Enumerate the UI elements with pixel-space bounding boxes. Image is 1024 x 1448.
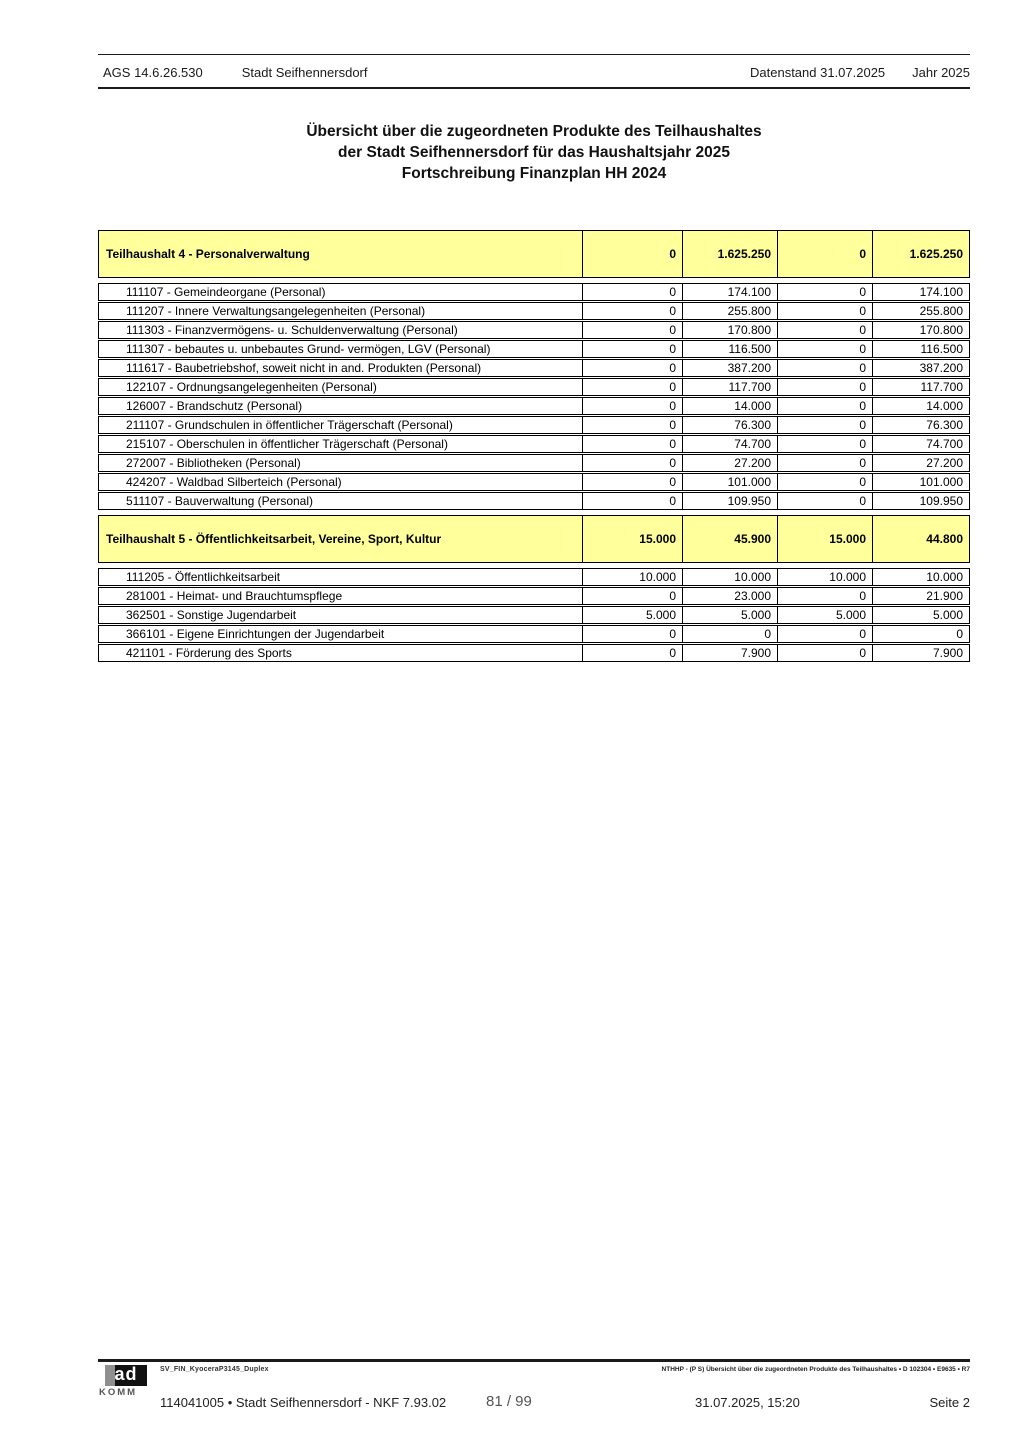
city-name: Stadt Seifhennersdorf (241, 64, 368, 80)
product-label: 424207 - Waldbad Silberteich (Personal) (99, 474, 583, 490)
product-value: 5.000 (683, 607, 778, 623)
table-row (98, 568, 970, 586)
table-row (98, 397, 970, 415)
product-value: 0 (778, 436, 873, 452)
table-row (98, 606, 970, 624)
table-row (98, 454, 970, 472)
product-value: 0 (583, 455, 683, 471)
section-title: Teilhaushalt 4 - Personalverwaltung (99, 231, 583, 277)
ags-code: AGS 14.6.26.530 (103, 64, 203, 80)
product-value: 0 (778, 360, 873, 376)
product-value: 255.800 (919, 304, 963, 318)
product-value: 0 (778, 588, 873, 604)
product-value: 117.700 (683, 379, 778, 395)
table-row (98, 359, 970, 377)
product-value: 170.800 (919, 323, 963, 337)
section-value: 0 (583, 231, 683, 277)
product-value: 0 (956, 627, 963, 641)
table-row (98, 378, 970, 396)
budget-table (98, 230, 970, 667)
product-value: 0 (583, 360, 683, 376)
data-status: Datenstand 31.07.2025 (750, 64, 886, 80)
product-value: 0 (583, 493, 683, 509)
table-row (98, 625, 970, 643)
product-label: 272007 - Bibliotheken (Personal) (99, 455, 583, 471)
product-value: 5.000 (583, 607, 683, 623)
product-value: 0 (683, 626, 778, 642)
year-label: Jahr 2025 (912, 64, 970, 80)
report-reference: NTHHP - (P S) Übersicht über die zugeordneten Produkte des Teilhaushaltes • D 102304 • E9635 • R7 (661, 1366, 970, 1373)
title-line-1: Übersicht über die zugeordneten Produkte des Teilhaushaltes (306, 123, 762, 140)
product-value: 0 (778, 417, 873, 433)
product-value: 0 (583, 436, 683, 452)
product-value: 387.200 (919, 361, 963, 375)
section-value: 44.800 (926, 532, 963, 546)
adkomm-logo-icon: ad (105, 1365, 147, 1386)
section-value: 15.000 (583, 516, 683, 562)
product-label: 122107 - Ordnungsangelegenheiten (Personal) (99, 379, 583, 395)
product-value: 21.900 (926, 589, 963, 603)
product-value: 27.200 (926, 456, 963, 470)
product-value: 10.000 (926, 570, 963, 584)
section-value: 1.625.250 (909, 247, 963, 261)
product-value: 74.700 (926, 437, 963, 451)
product-value: 14.000 (683, 398, 778, 414)
product-value: 0 (583, 341, 683, 357)
table-row (98, 644, 970, 662)
product-value: 116.500 (920, 342, 963, 356)
product-value: 74.700 (683, 436, 778, 452)
table-row (98, 492, 970, 510)
product-label: 111617 - Baubetriebshof, soweit nicht in and. Produkten (Personal) (99, 360, 583, 376)
product-label: 111307 - bebautes u. unbebautes Grund- vermögen, LGV (Personal) (99, 341, 583, 357)
table-row (98, 473, 970, 491)
header-rule-bottom (98, 87, 970, 89)
product-value: 0 (583, 379, 683, 395)
product-value: 27.200 (683, 455, 778, 471)
product-value: 0 (583, 303, 683, 319)
product-value: 10.000 (583, 569, 683, 585)
product-value: 0 (778, 474, 873, 490)
product-value: 76.300 (683, 417, 778, 433)
product-value: 23.000 (683, 588, 778, 604)
product-value: 0 (778, 303, 873, 319)
product-value: 0 (583, 626, 683, 642)
product-label: 362501 - Sonstige Jugendarbeit (99, 607, 583, 623)
product-label: 126007 - Brandschutz (Personal) (99, 398, 583, 414)
product-value: 0 (583, 474, 683, 490)
product-label: 511107 - Bauverwaltung (Personal) (99, 493, 583, 509)
product-value: 0 (583, 645, 683, 661)
product-label: 215107 - Oberschulen in öffentlicher Trägerschaft (Personal) (99, 436, 583, 452)
page-progress: 81 / 99 (486, 1393, 532, 1410)
table-row (98, 435, 970, 453)
product-value: 170.800 (683, 322, 778, 338)
product-label: 366101 - Eigene Einrichtungen der Jugendarbeit (99, 626, 583, 642)
product-label: 111107 - Gemeindeorgane (Personal) (99, 284, 583, 300)
product-value: 174.100 (683, 284, 778, 300)
page-title (98, 121, 970, 184)
product-value: 10.000 (683, 569, 778, 585)
section-title: Teilhaushalt 5 - Öffentlichkeitsarbeit, Vereine, Sport, Kultur (99, 516, 583, 562)
product-value: 0 (778, 455, 873, 471)
page-number: Seite 2 (929, 1395, 970, 1410)
product-value: 0 (583, 322, 683, 338)
product-value: 0 (778, 284, 873, 300)
product-value: 0 (778, 322, 873, 338)
section-value: 0 (778, 231, 873, 277)
product-value: 5.000 (932, 608, 963, 622)
table-row (98, 321, 970, 339)
section-header-row (98, 230, 970, 278)
product-value: 116.500 (683, 341, 778, 357)
product-label: 111205 - Öffentlichkeitsarbeit (99, 569, 583, 585)
section-value: 15.000 (778, 516, 873, 562)
table-row (98, 587, 970, 605)
footer-rule (98, 1359, 970, 1362)
product-value: 10.000 (778, 569, 873, 585)
footer-status-line (98, 1392, 970, 1414)
product-value: 0 (778, 398, 873, 414)
printer-name: SV_FIN_KyoceraP3145_Duplex (160, 1366, 269, 1373)
title-line-2: der Stadt Seifhennersdorf für das Haushaltsjahr 2025 (338, 144, 730, 161)
adkomm-logo-text: KOMM (99, 1387, 138, 1398)
title-line-3: Fortschreibung Finanzplan HH 2024 (401, 165, 667, 182)
product-value: 0 (778, 645, 873, 661)
product-value: 117.700 (920, 380, 963, 394)
table-row (98, 302, 970, 320)
product-value: 7.900 (932, 646, 963, 660)
product-value: 0 (583, 417, 683, 433)
header-rule-top (98, 54, 970, 55)
product-label: 111207 - Innere Verwaltungsangelegenheiten (Personal) (99, 303, 583, 319)
section-gap (98, 663, 970, 667)
table-row (98, 283, 970, 301)
table-row (98, 340, 970, 358)
table-row (98, 416, 970, 434)
page-header (98, 61, 970, 83)
product-value: 255.800 (683, 303, 778, 319)
product-value: 76.300 (926, 418, 963, 432)
product-value: 101.000 (919, 475, 963, 489)
product-value: 14.000 (926, 399, 963, 413)
product-label: 211107 - Grundschulen in öffentlicher Trägerschaft (Personal) (99, 417, 583, 433)
product-value: 101.000 (683, 474, 778, 490)
product-value: 0 (583, 588, 683, 604)
system-id: 114041005 • Stadt Seifhennersdorf - NKF 7.93.02 (160, 1395, 447, 1410)
section-value: 1.625.250 (683, 231, 778, 277)
product-label: 111303 - Finanzvermögens- u. Schuldenverwaltung (Personal) (99, 322, 583, 338)
print-datetime: 31.07.2025, 15:20 (695, 1395, 800, 1410)
product-value: 387.200 (683, 360, 778, 376)
product-label: 421101 - Förderung des Sports (99, 645, 583, 661)
product-value: 0 (778, 493, 873, 509)
product-label: 281001 - Heimat- und Brauchtumspflege (99, 588, 583, 604)
product-value: 109.950 (919, 494, 963, 508)
product-value: 5.000 (778, 607, 873, 623)
product-value: 7.900 (683, 645, 778, 661)
section-header-row (98, 515, 970, 563)
product-value: 0 (583, 398, 683, 414)
product-value: 174.100 (919, 285, 963, 299)
product-value: 0 (778, 379, 873, 395)
product-value: 109.950 (683, 493, 778, 509)
product-value: 0 (583, 284, 683, 300)
product-value: 0 (778, 626, 873, 642)
product-value: 0 (778, 341, 873, 357)
section-value: 45.900 (683, 516, 778, 562)
